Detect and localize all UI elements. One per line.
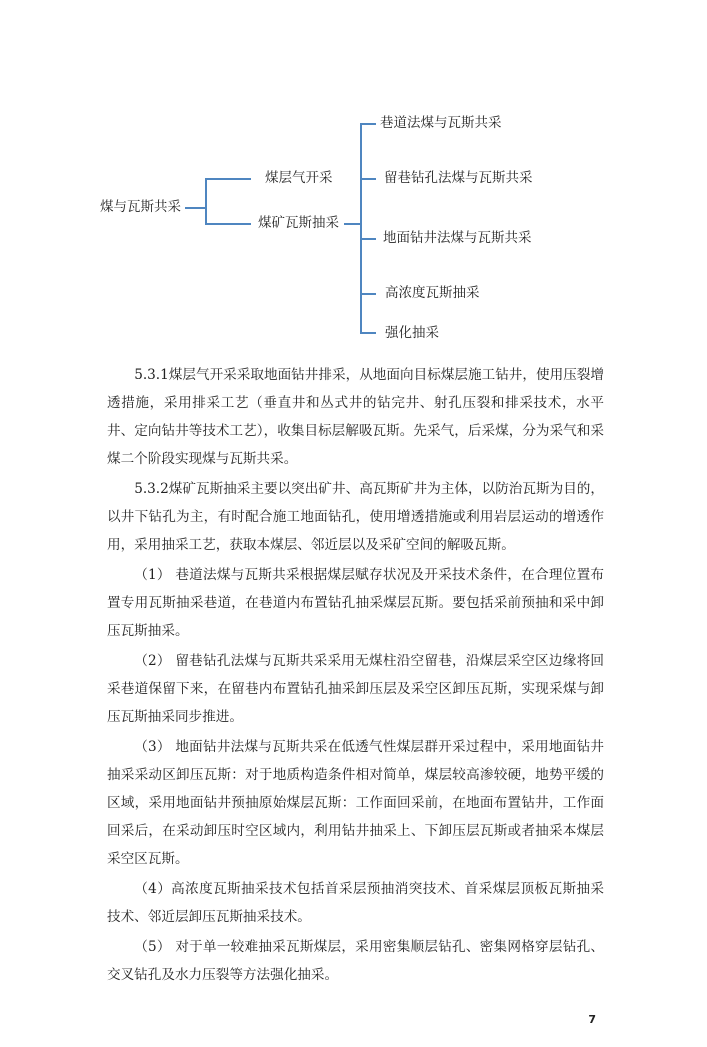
paragraph-item-2: （2） 留巷钻孔法煤与瓦斯共采采用无煤柱沿空留巷，沿煤层采空区边缘将回采巷道保留下来，在留巷内布置钻孔抽采卸压层及采空区卸压瓦斯，实现采煤与卸压瓦斯抽采同步推进。	[107, 653, 604, 725]
diagram-level2-label: 高浓度瓦斯抽采	[385, 285, 480, 301]
connector-line	[360, 178, 376, 180]
connector-line	[205, 178, 251, 180]
paragraph-item-1: （1） 巷道法煤与瓦斯共采根据煤层赋存状况及开采技术条件，在合理位置布置专用瓦斯抽采巷道，在巷道内布置钻孔抽采煤层瓦斯。要包括采前预抽和采中卸压瓦斯抽采。	[107, 567, 604, 639]
connector-line	[360, 238, 376, 240]
connector-line	[185, 207, 206, 209]
body-text	[107, 361, 604, 1047]
classification-diagram	[0, 0, 707, 361]
paragraph-5-3-2: 5.3.2煤矿瓦斯抽采主要以突出矿井、高瓦斯矿井为主体，以防治瓦斯为目的，以井下钻孔为主，有时配合施工地面钻孔，使用增透措施或利用岩层运动的增透作用，采用抽采工艺，获取本煤层、邻近层以及采矿空间的解吸瓦斯。	[107, 481, 604, 553]
connector-line	[205, 223, 251, 225]
diagram-level2-label: 强化抽采	[385, 325, 439, 341]
paragraph-item-3: （3） 地面钻井法煤与瓦斯共采在低透气性煤层群开采过程中，采用地面钻井抽采采动区卸压瓦斯：对于地质构造条件相对简单，煤层较高渗较硬，地势平缓的区域，采用地面钻井预抽原始煤层瓦斯：工作面回采前，在地面布置钻井，工作面回采后，在采动卸压时空区域内，利用钻井抽采上、下卸压层瓦斯或者抽采本煤层采空区瓦斯。	[107, 739, 604, 867]
diagram-level2-label: 地面钻井法煤与瓦斯共采	[383, 230, 532, 246]
connector-line	[360, 332, 376, 334]
connector-line	[360, 123, 362, 334]
diagram-root-label: 煤与瓦斯共采	[100, 199, 181, 215]
diagram-level1-label: 煤矿瓦斯抽采	[258, 215, 339, 231]
connector-line	[344, 223, 361, 225]
paragraph-5-3-1: 5.3.1煤层气开采采取地面钻井排采，从地面向目标煤层施工钻井，使用压裂增透措施，采用排采工艺（垂直井和丛式井的钻完井、射孔压裂和排采技术，水平井、定向钻井等技术工艺），收集目标层解吸瓦斯。先采气，后采煤，分为采气和采煤二个阶段实现煤与瓦斯共采。	[107, 367, 604, 467]
connector-line	[360, 293, 376, 295]
diagram-level1-label: 煤层气开采	[265, 170, 333, 186]
connector-line	[360, 123, 376, 125]
diagram-level2-label: 留巷钻孔法煤与瓦斯共采	[384, 170, 533, 186]
paragraph-item-4: （4）高浓度瓦斯抽采技术包括首采层预抽消突技术、首采煤层顶板瓦斯抽采技术、邻近层卸压瓦斯抽采技术。	[107, 881, 604, 925]
page-number: 7	[588, 1013, 596, 1026]
paragraph-item-5: （5） 对于单一较难抽采瓦斯煤层，采用密集顺层钻孔、密集网格穿层钻孔、交叉钻孔及水力压裂等方法强化抽采。	[107, 939, 604, 983]
connector-line	[205, 178, 207, 224]
diagram-level2-label: 巷道法煤与瓦斯共采	[380, 115, 502, 131]
